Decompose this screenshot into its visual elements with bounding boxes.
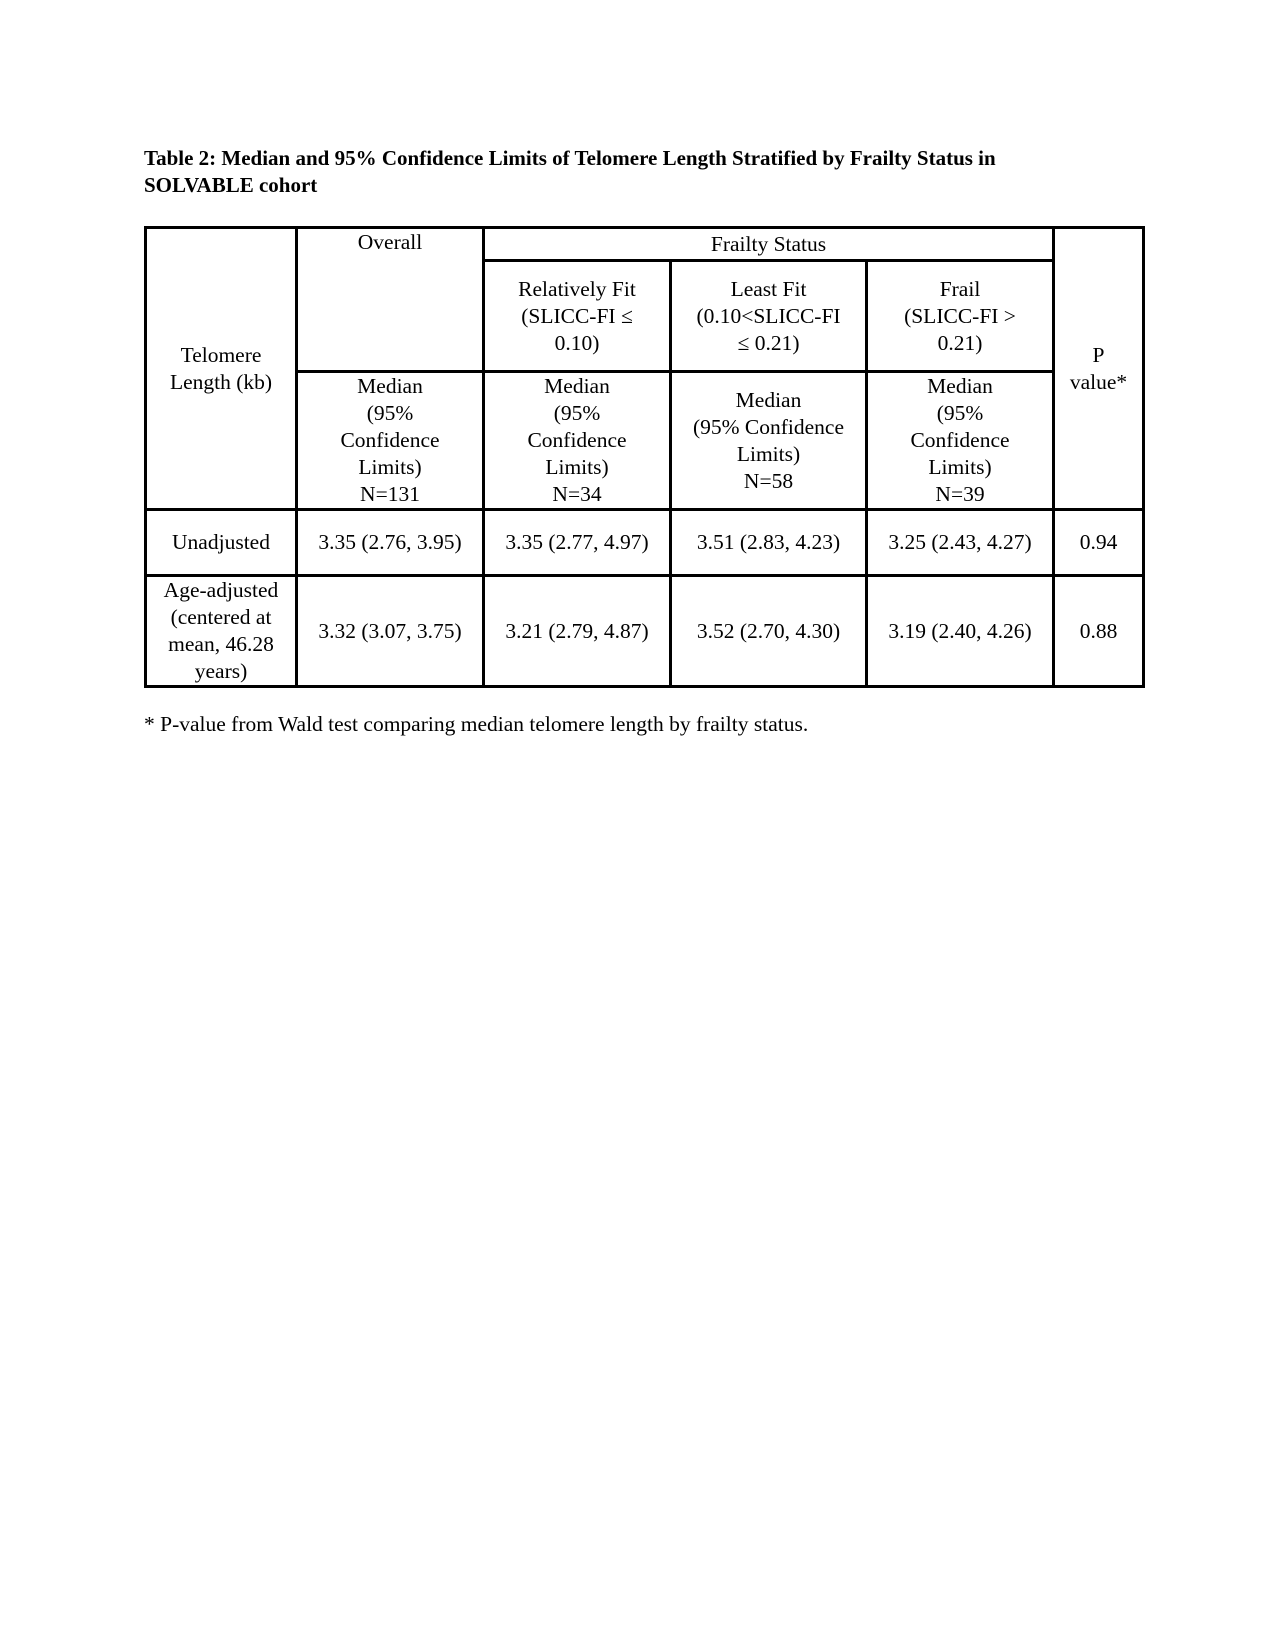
group-header: Relatively Fit (SLICC-FI ≤ 0.10) — [484, 261, 671, 372]
cell: 3.21 (2.79, 4.87) — [484, 576, 671, 687]
cell: 3.52 (2.70, 4.30) — [671, 576, 867, 687]
cell: 3.35 (2.76, 3.95) — [297, 510, 484, 576]
p-value-cell: 0.94 — [1054, 510, 1144, 576]
table-row — [146, 510, 1144, 576]
overall-header: Overall — [297, 228, 484, 372]
group-header: Frail (SLICC-FI > 0.21) — [867, 261, 1054, 372]
table-row — [146, 576, 1144, 687]
cell: 3.35 (2.77, 4.97) — [484, 510, 671, 576]
stat-header: Median (95% Confidence Limits) N=34 — [484, 372, 671, 510]
table-title: Table 2: Median and 95% Confidence Limits of Telomere Length Stratified by Frailty Status in SOLVABLE cohort — [144, 146, 996, 197]
cell: 3.32 (3.07, 3.75) — [297, 576, 484, 687]
stat-header: Median (95% Confidence Limits) N=131 — [297, 372, 484, 510]
p-value-cell: 0.88 — [1054, 576, 1144, 687]
cell: 3.19 (2.40, 4.26) — [867, 576, 1054, 687]
telomere-table — [144, 226, 1145, 688]
row-label: Unadjusted — [146, 510, 297, 576]
cell: 3.51 (2.83, 4.23) — [671, 510, 867, 576]
frailty-status-header: Frailty Status — [484, 228, 1054, 261]
row-label: Age-adjusted (centered at mean, 46.28 years) — [146, 576, 297, 687]
p-value-header: P value* — [1054, 228, 1144, 510]
cell: 3.25 (2.43, 4.27) — [867, 510, 1054, 576]
row-header: Telomere Length (kb) — [146, 228, 297, 510]
stat-header: Median (95% Confidence Limits) N=39 — [867, 372, 1054, 510]
footnote: * P-value from Wald test comparing median telomere length by frailty status. — [144, 712, 809, 736]
group-header: Least Fit (0.10<SLICC-FI ≤ 0.21) — [671, 261, 867, 372]
stat-header: Median (95% Confidence Limits) N=58 — [671, 372, 867, 510]
